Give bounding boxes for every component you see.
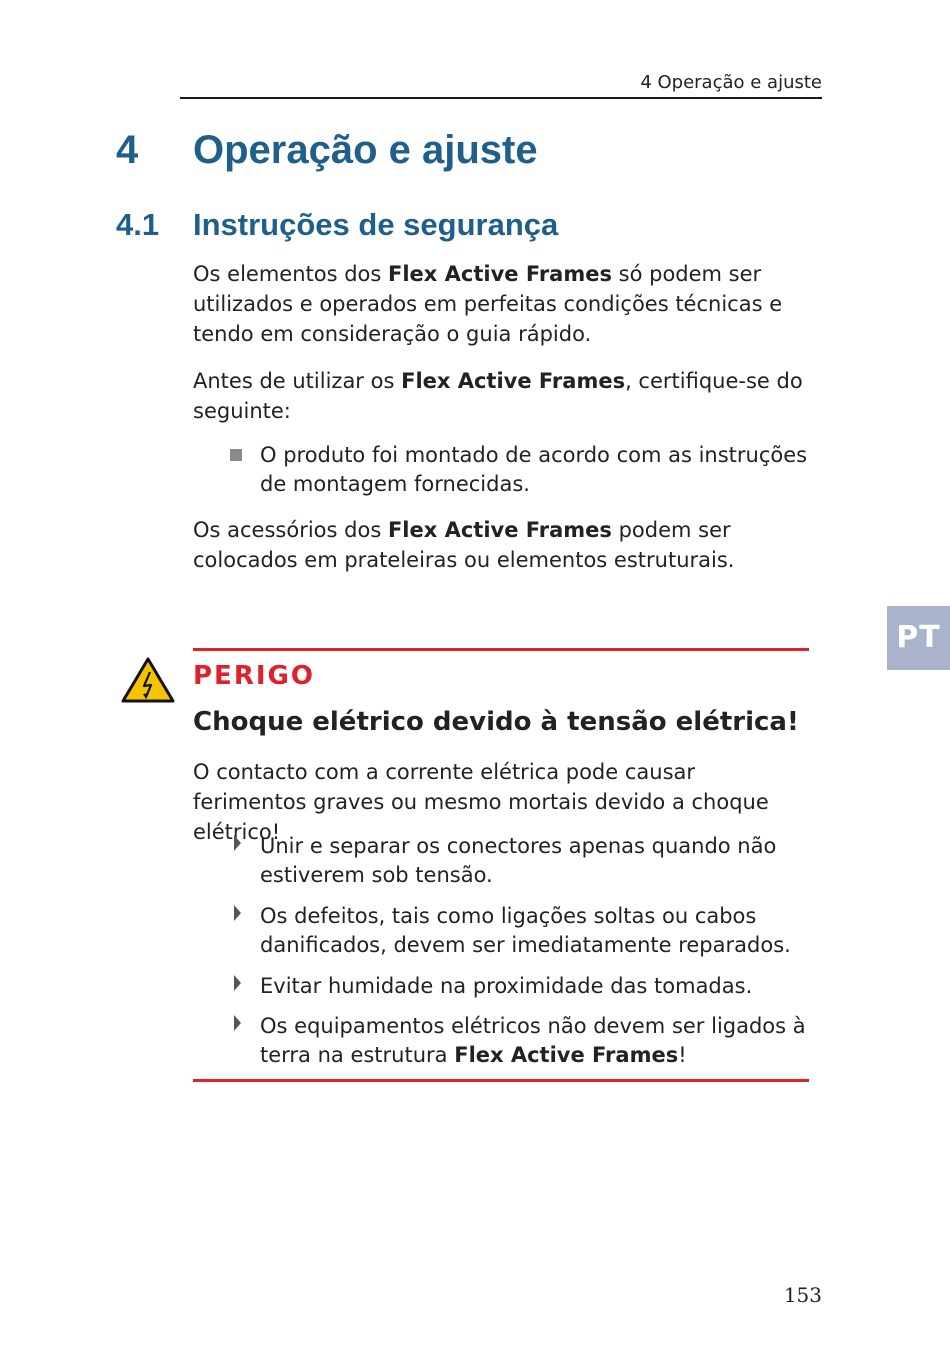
- last-step-product-name: Flex Active Frames: [454, 1043, 679, 1067]
- para1-text-a: Os elementos dos: [193, 262, 388, 286]
- chapter-title: Operação e ajuste: [193, 128, 538, 172]
- arrow-right-icon: [234, 1015, 241, 1031]
- para2-text-a: Antes de utilizar os: [193, 369, 402, 393]
- para3-product-name: Flex Active Frames: [387, 518, 612, 542]
- paragraph-before-use: [193, 366, 813, 426]
- electrical-hazard-icon: [121, 656, 175, 704]
- arrow-right-icon: [234, 905, 241, 921]
- running-header: 4 Operação e ajuste: [180, 72, 822, 99]
- danger-bottom-rule: [193, 1079, 809, 1082]
- page-number: 153: [783, 1283, 822, 1307]
- arrow-right-icon: [234, 975, 241, 991]
- paragraph-accessories: [193, 515, 813, 575]
- danger-top-rule: [193, 648, 809, 651]
- section-number: 4.1: [116, 207, 160, 242]
- para1-text-b: só podem ser utilizados e operados em perfeitas condições técnicas e tendo em consideração o guia rápido.: [193, 262, 783, 346]
- last-step-text-b: !: [678, 1043, 687, 1067]
- danger-title: Choque elétrico devido à tensão elétrica!: [193, 707, 799, 737]
- arrow-right-icon: [234, 835, 241, 851]
- para2-product-name: Flex Active Frames: [401, 369, 626, 393]
- square-bullet-icon: [230, 449, 242, 461]
- paragraph-usage: [193, 259, 813, 349]
- para2-text-b: , certifique-se do seguinte:: [193, 369, 803, 423]
- para3-text-a: Os acessórios dos: [193, 518, 388, 542]
- chapter-number: 4: [116, 128, 139, 172]
- danger-description: O contacto com a corrente elétrica pode causar ferimentos graves ou mesmo mortais devido a choque elétrico!: [193, 760, 769, 844]
- para1-product-name: Flex Active Frames: [388, 262, 612, 286]
- last-step-text-a: Os equipamentos elétricos não devem ser ligados à terra na estrutura: [260, 1014, 806, 1067]
- danger-step: Evitar humidade na proximidade das tomadas.: [260, 974, 753, 998]
- danger-step: Unir e separar os conectores apenas quando não estiverem sob tensão.: [260, 834, 777, 887]
- check-item: O produto foi montado de acordo com as instruções de montagem fornecidas.: [260, 443, 808, 496]
- language-tab: PT: [887, 606, 950, 670]
- danger-signal-word: PERIGO: [193, 661, 315, 691]
- danger-step: Os defeitos, tais como ligações soltas ou cabos danificados, devem ser imediatamente reparados.: [260, 904, 791, 957]
- section-title: Instruções de segurança: [193, 207, 559, 242]
- danger-step-last: [260, 1012, 820, 1070]
- para3-text-b: podem ser colocados em prateleiras ou elementos estruturais.: [193, 518, 735, 572]
